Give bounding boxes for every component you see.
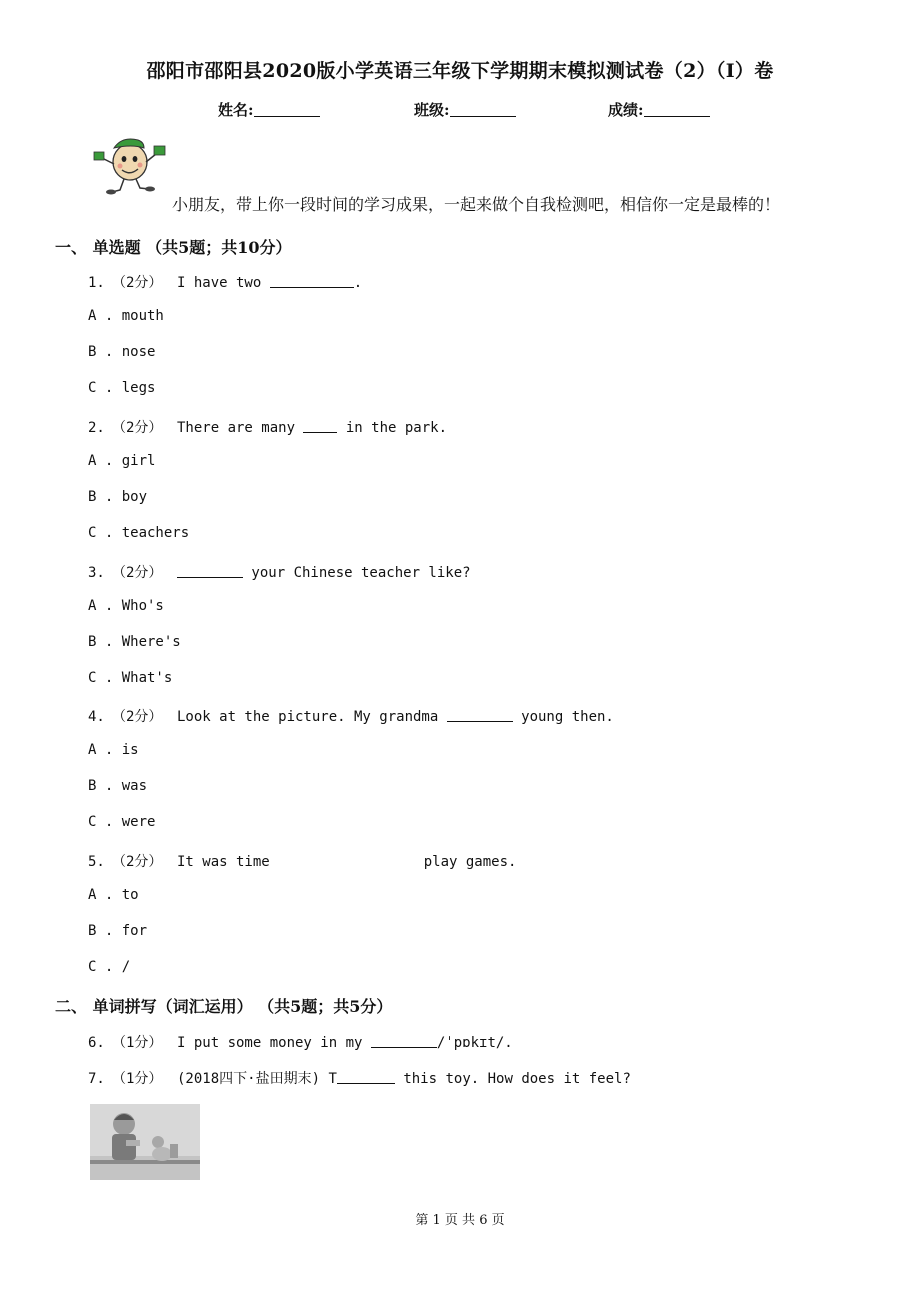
question-points: （2分）: [112, 854, 163, 870]
phonetic-text: /ˈpɒkɪt/.: [436, 1035, 513, 1051]
question-text: your Chinese teacher like?: [243, 565, 471, 581]
question-text: in the park.: [337, 420, 448, 436]
encouragement-text: 小朋友，带上你一段时间的学习成果，一起来做个自我检测吧，相信你一定是最棒的！: [172, 195, 781, 214]
class-field[interactable]: [414, 99, 516, 120]
question-2: [88, 417, 447, 437]
question-text: I have two: [177, 275, 270, 291]
question-7: [88, 1068, 631, 1088]
option-b[interactable]: B . boy: [88, 489, 148, 505]
option-c[interactable]: C . /: [88, 959, 131, 975]
question-points: （2分）: [112, 709, 163, 725]
answer-blank[interactable]: [270, 275, 354, 288]
question-6: [88, 1032, 513, 1052]
question-number: 6.: [88, 1035, 105, 1051]
answer-blank[interactable]: [177, 565, 243, 578]
option-c[interactable]: C . What's: [88, 670, 173, 686]
answer-blank[interactable]: [371, 1035, 437, 1048]
page-title: 邵阳市邵阳县2020版小学英语三年级下学期期末模拟测试卷（2）（I）卷: [146, 60, 774, 82]
option-b[interactable]: B . Where's: [88, 634, 181, 650]
question-text: .: [353, 275, 363, 291]
question-text: young then.: [512, 709, 614, 725]
answer-blank[interactable]: [447, 709, 513, 722]
name-blank[interactable]: [254, 102, 320, 117]
option-b[interactable]: B . for: [88, 923, 148, 939]
section-1-heading: 一、 单选题 （共5题；共10分）: [55, 238, 292, 257]
section-2-heading: 二、 单词拼写（词汇运用） （共5题；共5分）: [55, 997, 393, 1016]
question-number: 2.: [88, 420, 105, 436]
score-field[interactable]: [608, 99, 710, 120]
question-1: [88, 272, 362, 292]
question-text: Look at the picture. My grandma: [177, 709, 447, 725]
option-a[interactable]: A . mouth: [88, 308, 164, 324]
class-blank[interactable]: [450, 102, 516, 117]
score-label: 成绩:: [608, 101, 644, 119]
name-field[interactable]: [218, 99, 320, 120]
mascot-illustration: [92, 132, 170, 196]
question-number: 1.: [88, 275, 105, 291]
score-blank[interactable]: [644, 102, 710, 117]
class-label: 班级:: [414, 101, 450, 119]
question-text: There are many: [177, 420, 304, 436]
page-footer: 第 1 页 共 6 页: [415, 1213, 505, 1228]
question-text: this toy. How does it feel?: [394, 1071, 631, 1087]
question-points: （2分）: [112, 275, 163, 291]
option-b[interactable]: B . was: [88, 778, 148, 794]
option-c[interactable]: C . teachers: [88, 525, 190, 541]
option-b[interactable]: B . nose: [88, 344, 156, 360]
question-text: It was time: [177, 854, 270, 870]
question-number: 7.: [88, 1071, 105, 1087]
question-points: （1分）: [112, 1035, 163, 1051]
name-label: 姓名:: [218, 101, 254, 119]
answer-blank[interactable]: [337, 1071, 395, 1084]
option-a[interactable]: A . to: [88, 887, 139, 903]
question-number: 5.: [88, 854, 105, 870]
answer-blank[interactable]: [303, 420, 337, 433]
option-a[interactable]: A . Who's: [88, 598, 164, 614]
question-4: [88, 706, 614, 726]
question-text: T: [328, 1071, 337, 1087]
option-a[interactable]: A . girl: [88, 453, 156, 469]
question-3: [88, 562, 471, 582]
question-points: （2分）: [112, 420, 163, 436]
option-c[interactable]: C . legs: [88, 380, 156, 396]
question-text: I put some money in my: [177, 1035, 371, 1051]
question-number: 3.: [88, 565, 105, 581]
question-number: 4.: [88, 709, 105, 725]
option-a[interactable]: A . is: [88, 742, 139, 758]
question-text: play games.: [423, 854, 517, 870]
question-source: (2018四下·盐田期末): [177, 1071, 321, 1087]
question-5: [88, 851, 516, 871]
question-points: （2分）: [112, 565, 163, 581]
question-7-photo: [90, 1104, 200, 1180]
question-points: （1分）: [112, 1071, 163, 1087]
option-c[interactable]: C . were: [88, 814, 156, 830]
